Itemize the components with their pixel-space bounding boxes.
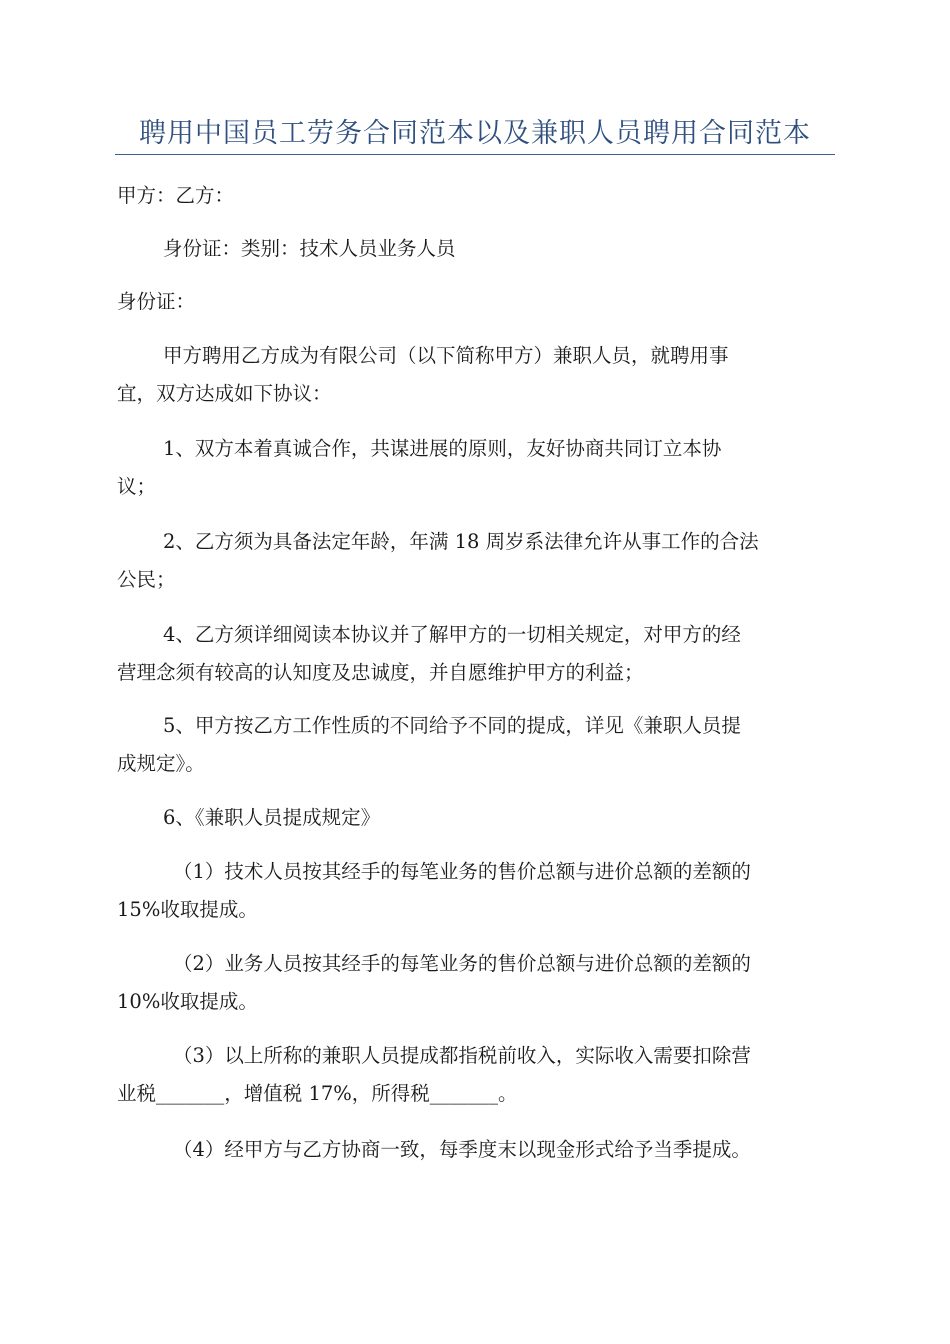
paragraph-line: 营理念须有较高的认知度及忠诚度，并自愿维护甲方的利益； bbox=[117, 661, 644, 684]
party-line bbox=[117, 177, 832, 215]
title-underline bbox=[115, 154, 835, 155]
paragraph-line: 6、《兼职人员提成规定》 bbox=[163, 806, 381, 829]
paragraph-line: 身份证：类别：技术人员业务人员 bbox=[163, 237, 456, 260]
paragraph-line: 公民； bbox=[117, 568, 176, 591]
paragraph-line: 议； bbox=[117, 475, 157, 498]
clause-2 bbox=[117, 523, 832, 599]
id-category-line bbox=[117, 230, 832, 268]
clause-4 bbox=[117, 616, 832, 692]
paragraph-line: 10%收取提成。 bbox=[117, 990, 258, 1013]
paragraph-line: 4、乙方须详细阅读本协议并了解甲方的一切相关规定，对甲方的经 bbox=[163, 623, 741, 646]
paragraph-line: 甲方聘用乙方成为有限公司（以下简称甲方）兼职人员，就聘用事 bbox=[163, 344, 729, 367]
paragraph-line: 1、双方本着真诚合作，共谋进展的原则，友好协商共同订立本协 bbox=[163, 437, 722, 460]
paragraph-line: （2）业务人员按其经手的每笔业务的售价总额与进价总额的差额的 bbox=[173, 952, 751, 975]
paragraph-line: 甲方：乙方： bbox=[117, 184, 235, 207]
paragraph-line: 业税_______，增值税 17%，所得税_______。 bbox=[117, 1082, 518, 1105]
paragraph-line: 15%收取提成。 bbox=[117, 898, 258, 921]
rule-4 bbox=[117, 1131, 832, 1169]
paragraph-line: 宜，双方达成如下协议： bbox=[117, 382, 332, 405]
rule-2 bbox=[117, 945, 832, 1021]
paragraph-line: 2、乙方须为具备法定年龄，年满 18 周岁系法律允许从事工作的合法 bbox=[163, 530, 759, 553]
id-line bbox=[117, 283, 832, 321]
clause-6-heading bbox=[117, 799, 832, 837]
paragraph-line: 身份证： bbox=[117, 290, 196, 313]
paragraph-line: 5、甲方按乙方工作性质的不同给予不同的提成，详见《兼职人员提 bbox=[163, 714, 741, 737]
clause-1 bbox=[117, 430, 832, 506]
clause-5 bbox=[117, 707, 832, 783]
rule-1 bbox=[117, 853, 832, 929]
paragraph-line: （3）以上所称的兼职人员提成都指税前收入，实际收入需要扣除营 bbox=[173, 1044, 751, 1067]
rule-3 bbox=[117, 1037, 832, 1113]
paragraph-line: 成规定》。 bbox=[117, 752, 205, 775]
paragraph-intro bbox=[117, 337, 832, 413]
paragraph-line: （4）经甲方与乙方协商一致，每季度末以现金形式给予当季提成。 bbox=[173, 1138, 751, 1161]
paragraph-line: （1）技术人员按其经手的每笔业务的售价总额与进价总额的差额的 bbox=[173, 860, 751, 883]
document-title: 聘用中国员工劳务合同范本以及兼职人员聘用合同范本 bbox=[139, 118, 811, 149]
